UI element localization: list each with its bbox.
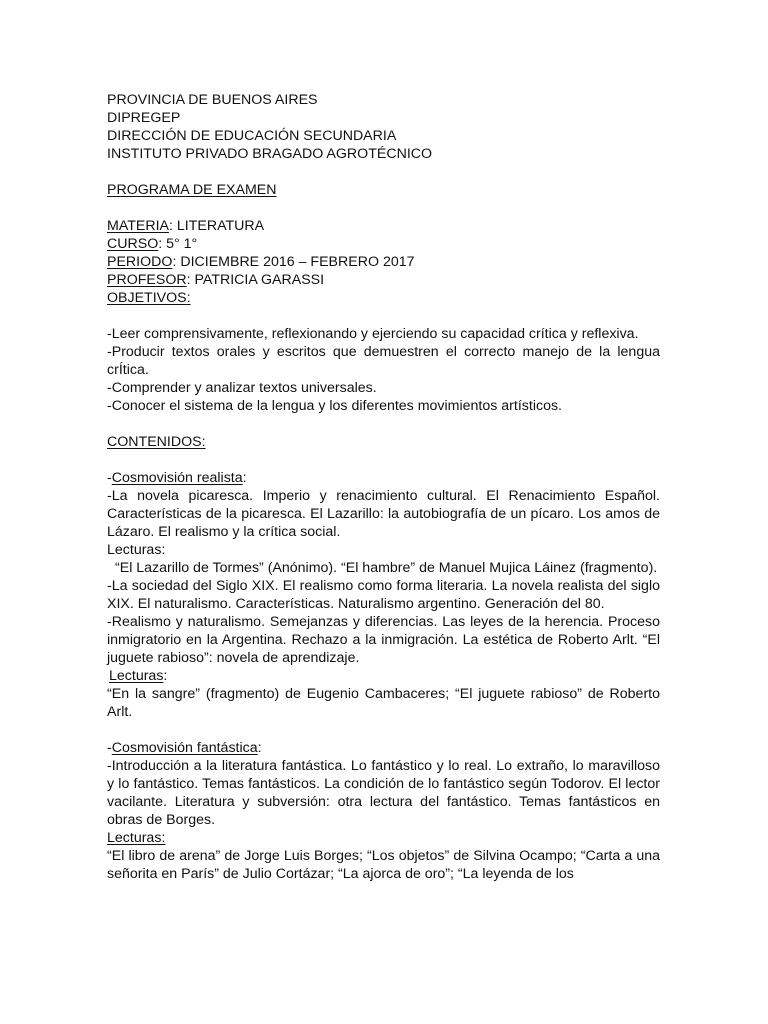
header-province: PROVINCIA DE BUENOS AIRES <box>107 92 318 108</box>
realista-paragraph-4: -Realismo y naturalismo. Semejanzas y diferencias. Las leyes de la herencia. Proceso inmigratorio en la Argentina. Rechazo a la inmigración. La estética de Roberto Arlt. “El juguete rabioso”: novela de aprendizaje. <box>107 614 660 666</box>
header-dipregep: DIPREGEP <box>107 110 181 126</box>
fantastica-lecturas-label: Lecturas <box>107 830 162 846</box>
objetivos-colon: : <box>186 290 191 306</box>
realista-heading <box>107 469 660 487</box>
contenidos-heading <box>107 433 660 451</box>
realista-lecturas-2-colon: : <box>163 668 168 684</box>
profesor-label: PROFESOR <box>107 272 187 288</box>
realista-title: Cosmovisión realista <box>111 470 243 486</box>
curso-value: : 5° 1° <box>158 236 198 252</box>
periodo-value: : DICIEMBRE 2016 – FEBRERO 2017 <box>172 254 415 270</box>
materia-value: : LITERATURA <box>169 218 265 234</box>
fantastica-title: Cosmovisión fantástica <box>111 740 258 756</box>
fantastica-paragraph-1: -Introducción a la literatura fantástica. Lo fantástico y lo real. Lo extraño, lo maravilloso y lo fantástico. Temas fantásticos. La condición de lo fantástico según Todorov. El lector vacilante. Literatura y subversión: otra lectura del fantástico. Temas fantásticos en obras de Borges. <box>107 758 660 828</box>
info-profesor <box>107 271 660 289</box>
profesor-value: : PATRICIA GARASSI <box>186 272 325 288</box>
objetivos-label: OBJETIVOS <box>107 290 187 306</box>
realista-lecturas-2-label: Lecturas <box>109 668 164 684</box>
fantastica-paragraph-2: “El libro de arena” de Jorge Luis Borges; “Los objetos” de Silvina Ocampo; “Carta a una señorita en París” de Julio Cortázar; “La ajorca de oro”; “La leyenda de los <box>107 848 660 882</box>
header-institute: INSTITUTO PRIVADO BRAGADO AGROTÉCNICO <box>107 146 433 162</box>
realista-lecturas-1: Lecturas: <box>107 542 166 558</box>
periodo-label: PERIODO <box>107 254 173 270</box>
contenidos-colon: : <box>201 434 206 450</box>
fantastica-lecturas <box>107 829 660 847</box>
info-objetivos <box>107 289 660 307</box>
info-curso <box>107 235 660 253</box>
spacer <box>107 415 660 433</box>
realista-paragraph-1: -La novela picaresca. Imperio y renacimiento cultural. El Renacimiento Español. Características de la picaresca. El Lazarillo: la autobiografía de un pícaro. Los amos de Lázaro. El realismo y la crítica social. <box>107 488 660 540</box>
program-title-text: PROGRAMA DE EXAMEN <box>107 182 277 198</box>
curso-label: CURSO <box>107 236 159 252</box>
contenidos-label: CONTENIDOS <box>107 434 202 450</box>
info-materia <box>107 217 660 235</box>
objetivo-item: -Comprender y analizar textos universales. <box>107 380 377 396</box>
objetivo-item: -Conocer el sistema de la lengua y los diferentes movimientos artísticos. <box>107 398 562 414</box>
realista-lecturas-2 <box>107 667 660 685</box>
realista-prefix: - <box>107 470 112 486</box>
spacer <box>107 307 660 325</box>
objetivo-item: -Leer comprensivamente, reflexionando y ejerciendo su capacidad crítica y reflexiva. <box>107 326 639 342</box>
info-periodo <box>107 253 660 271</box>
fantastica-colon: : <box>257 740 262 756</box>
fantastica-heading <box>107 739 660 757</box>
realista-paragraph-2: “El Lazarillo de Tormes” (Anónimo). “El hambre” de Manuel Mujica Láinez (fragmento). <box>115 560 658 576</box>
realista-colon: : <box>242 470 247 486</box>
fantastica-lecturas-colon: : <box>161 830 166 846</box>
spacer <box>107 721 660 739</box>
spacer <box>107 163 660 181</box>
materia-label: MATERIA <box>107 218 170 234</box>
spacer <box>107 451 660 469</box>
header-direction: DIRECCIÓN DE EDUCACIÓN SECUNDARIA <box>107 128 397 144</box>
program-title <box>107 181 660 199</box>
document-page <box>107 91 660 883</box>
spacer <box>107 199 660 217</box>
objetivo-item: -Producir textos orales y escritos que demuestren el correcto manejo de la lengua crÍtica. <box>107 344 660 378</box>
fantastica-prefix: - <box>107 740 112 756</box>
realista-paragraph-5: “En la sangre” (fragmento) de Eugenio Cambaceres; “El juguete rabioso” de Roberto Arlt. <box>107 686 660 720</box>
realista-paragraph-3: -La sociedad del Siglo XIX. El realismo como forma literaria. La novela realista del siglo XIX. El naturalismo. Características. Naturalismo argentino. Generación del 80. <box>107 578 660 612</box>
